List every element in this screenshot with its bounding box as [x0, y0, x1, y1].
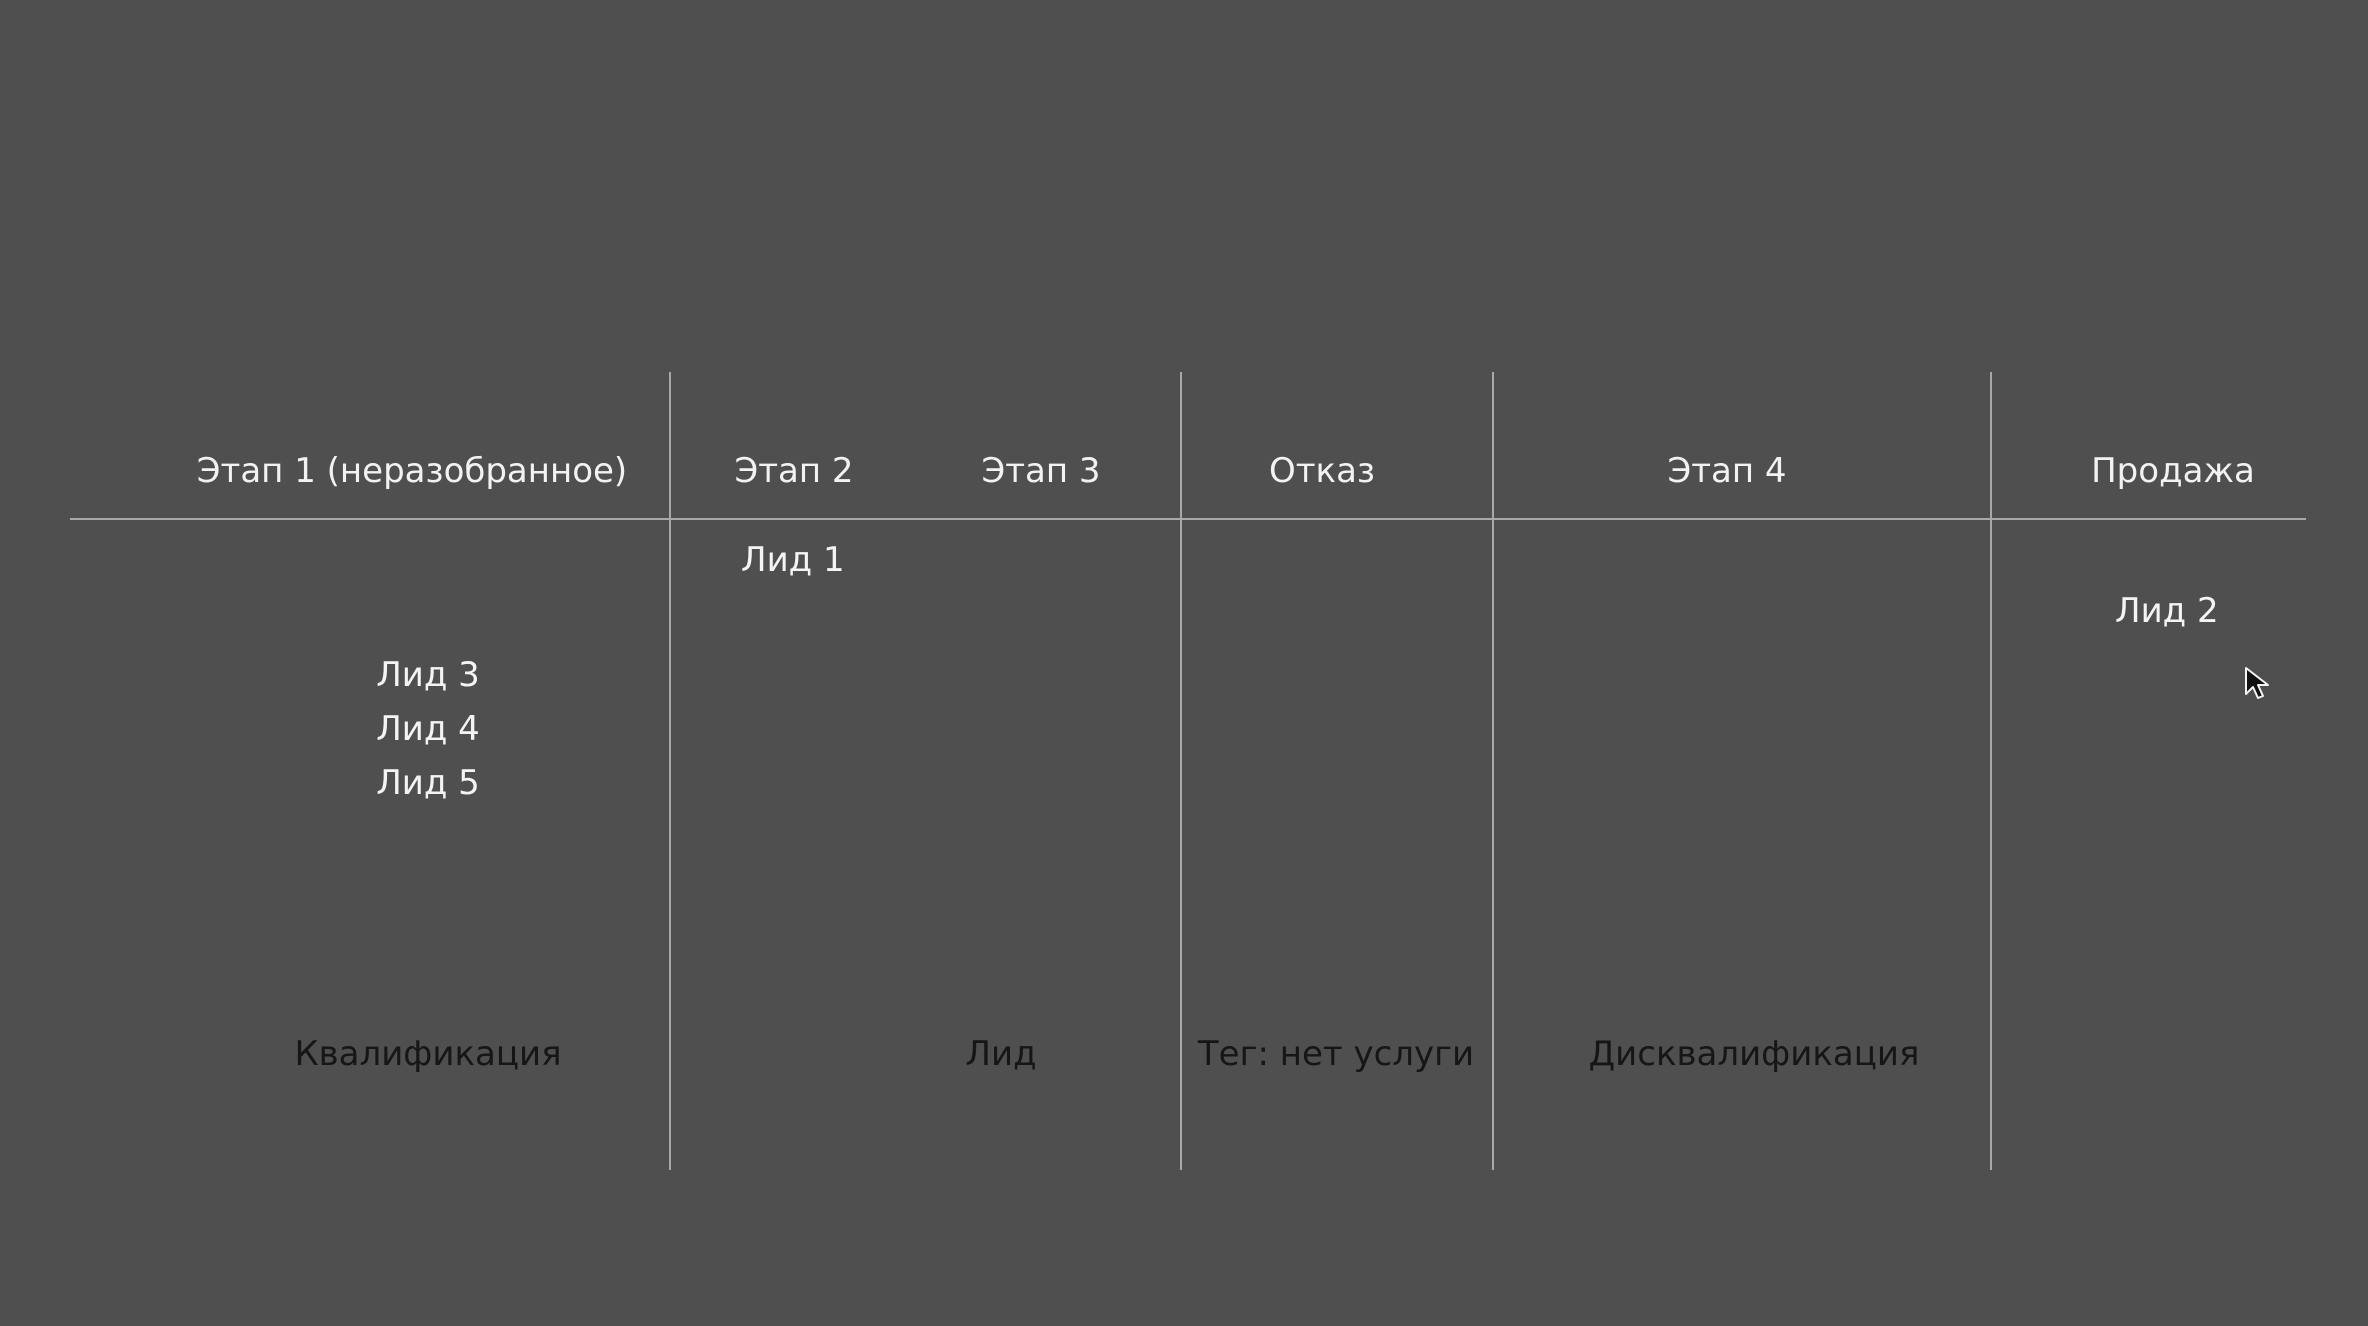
- column-divider-1: [669, 372, 671, 1170]
- column-header-stage-1: Этап 1 (неразобранное): [196, 451, 628, 491]
- footer-label-disqualification: Дисквалификация: [1588, 1034, 1920, 1074]
- lead-card[interactable]: Лид 5: [376, 763, 480, 803]
- column-header-refusal: Отказ: [1268, 451, 1376, 491]
- column-divider-3: [1492, 372, 1494, 1170]
- lead-card[interactable]: Лид 2: [2115, 591, 2219, 631]
- lead-card[interactable]: Лид 4: [376, 709, 480, 749]
- footer-label-lead: Лид: [965, 1034, 1037, 1074]
- footer-label-qualification: Квалификация: [294, 1034, 562, 1074]
- footer-label-no-service-tag: Тег: нет услуги: [1197, 1034, 1475, 1074]
- column-header-sale: Продажа: [2091, 451, 2255, 491]
- lead-card[interactable]: Лид 3: [376, 655, 480, 695]
- column-divider-4: [1990, 372, 1992, 1170]
- header-divider-line: [70, 518, 2306, 520]
- column-header-stage-4: Этап 4: [1667, 451, 1787, 491]
- column-header-stage-3: Этап 3: [981, 451, 1101, 491]
- column-divider-2: [1180, 372, 1182, 1170]
- lead-card[interactable]: Лид 1: [741, 540, 845, 580]
- mouse-pointer-icon: [2244, 666, 2272, 700]
- column-header-stage-2: Этап 2: [734, 451, 854, 491]
